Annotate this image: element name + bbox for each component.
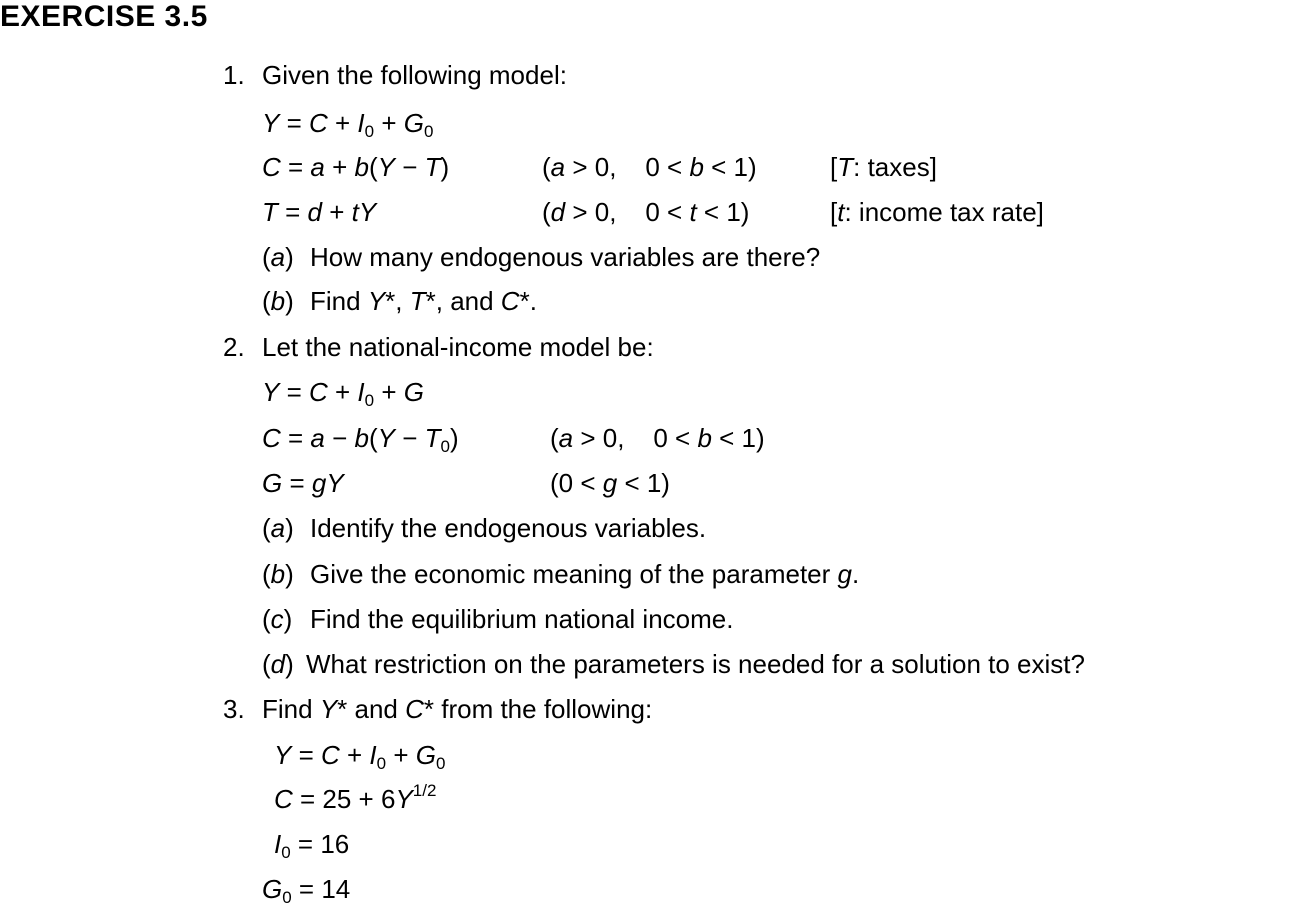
equation: $I_0 = 16$ — [274, 829, 350, 862]
condition: (d > 0, 0 < t < 1) — [542, 197, 750, 227]
equation: G = gY — [262, 468, 344, 498]
equation: T = d + tY — [262, 197, 377, 227]
part-text: How many endogenous variables are there? — [310, 242, 821, 272]
equation: $Y = C + I_0 + G_0$ — [262, 108, 434, 141]
part-label: (b) — [262, 559, 294, 589]
part-label: (d) — [262, 649, 294, 679]
part-text: Find the equilibrium national income. — [310, 604, 734, 634]
problem-prompt: Given the following model: — [262, 60, 567, 90]
part-text: Find Y*, T*, and C*. — [310, 286, 537, 316]
problem-number: 3. — [223, 694, 245, 724]
equation: C = a + b(Y − T) — [262, 152, 450, 182]
part-text: What restriction on the parameters is needed for a solution to exist? — [306, 649, 1085, 679]
condition: (a > 0, 0 < b < 1) — [550, 423, 765, 453]
note: [t: income tax rate] — [830, 197, 1044, 227]
part-text: Give the economic meaning of the parameter g. — [310, 559, 860, 589]
part-label: (a) — [262, 242, 294, 272]
condition: (0 < g < 1) — [550, 468, 670, 498]
part-label: (b) — [262, 286, 294, 316]
problem-prompt: Find Y* and C* from the following: — [262, 694, 653, 724]
part-label: (c) — [262, 604, 293, 634]
equation: $Y = C + I_0 + G_0$ — [274, 740, 446, 773]
exercise-heading: EXERCISE 3.5 — [0, 0, 208, 33]
equation: $C = 25 + 6Y^{1/2}$ — [274, 781, 437, 814]
note: [T: taxes] — [830, 152, 937, 182]
equation: $Y = C + I_0 + G$ — [262, 377, 424, 410]
equation: $C = a - b(Y - T_0)$ — [262, 423, 459, 456]
problem-number: 2. — [223, 332, 245, 362]
part-label: (a) — [262, 513, 294, 543]
part-text: Identify the endogenous variables. — [310, 513, 707, 543]
condition: (a > 0, 0 < b < 1) — [542, 152, 757, 182]
problem-number: 1. — [223, 60, 245, 90]
equation: $G_0 = 14$ — [262, 874, 351, 907]
problem-prompt: Let the national-income model be: — [262, 332, 654, 362]
